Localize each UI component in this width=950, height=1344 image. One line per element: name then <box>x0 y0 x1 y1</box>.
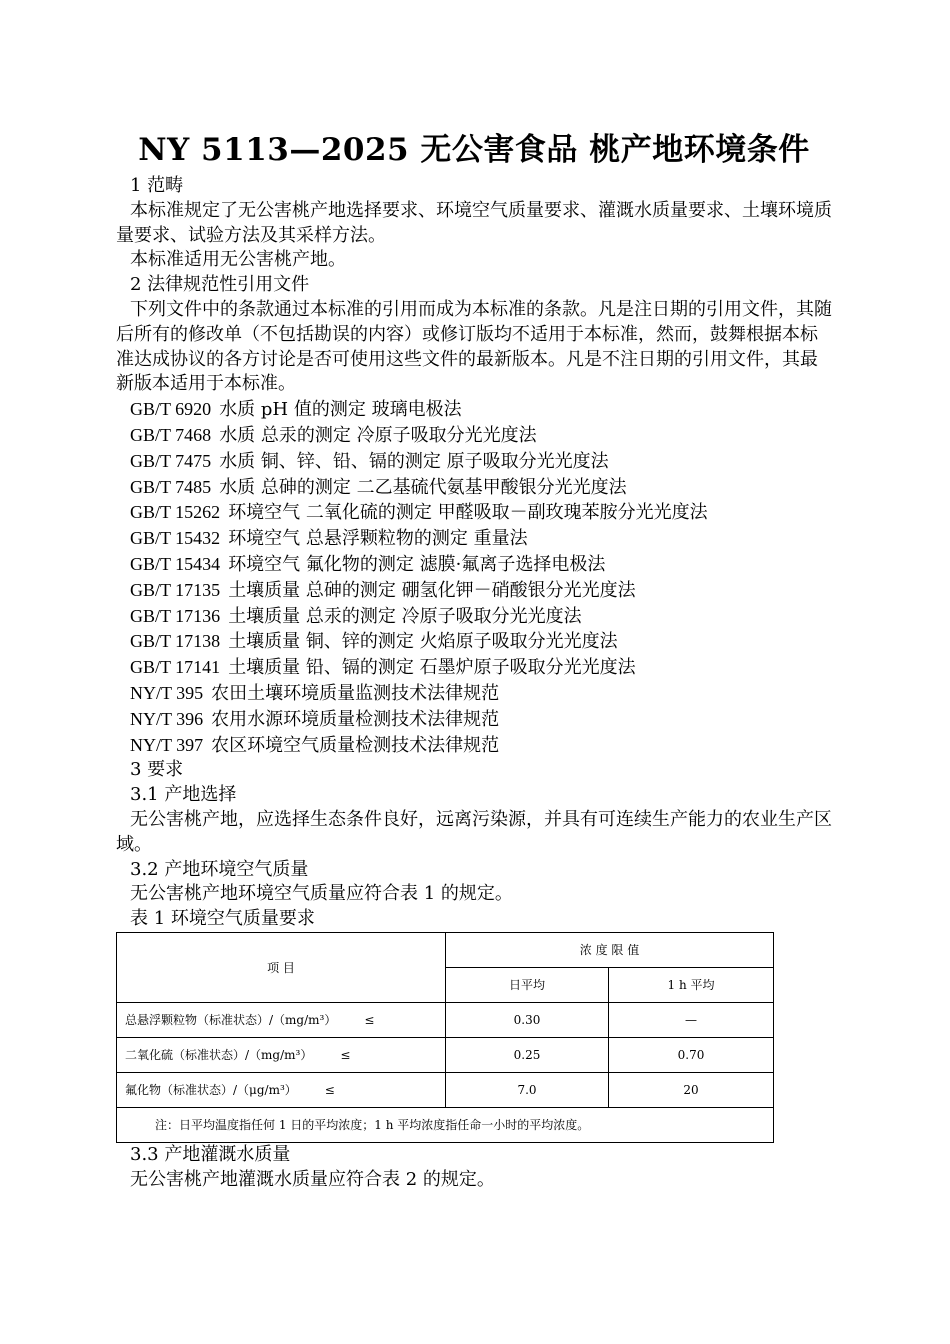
row-operator: ≤ <box>340 1048 351 1063</box>
reference-item <box>116 578 832 604</box>
reference-item <box>116 397 832 423</box>
reference-item <box>116 475 832 501</box>
reference-title: 环境空气 二氧化硫的测定 甲醛吸取－副玫瑰苯胺分光光度法 <box>228 502 708 524</box>
reference-code: GB/T 15432 <box>130 528 221 549</box>
reference-code: NY/T 396 <box>130 708 204 729</box>
row-item: 总悬浮颗粒物（标准状态）/（mg/m³） <box>125 1013 337 1028</box>
reference-item <box>116 449 832 475</box>
row-item-cell <box>117 1037 446 1072</box>
table-note: 注：日平均温度指任何 1 日的平均浓度；1 h 平均浓度指任命一小时的平均浓度。 <box>117 1107 774 1142</box>
section-3-2-paragraph: 无公害桃产地环境空气质量应符合表 1 的规定。 <box>130 883 513 905</box>
reference-title: 土壤质量 铜、锌的测定 火焰原子吸取分光光度法 <box>228 631 618 653</box>
table-header-row <box>117 932 774 967</box>
reference-title: 水质 pH 值的测定 玻璃电极法 <box>219 399 462 421</box>
reference-item <box>116 604 832 630</box>
reference-title: 农用水源环境质量检测技术法律规范 <box>211 708 500 730</box>
reference-item <box>116 733 832 759</box>
row-item-cell <box>117 1002 446 1037</box>
section-1-paragraph-1: 本标准规定了无公害桃产地选择要求、环境空气质量要求、灌溉水质量要求、土壤环境质量要求、试验方法及其采样方法。 <box>116 199 832 246</box>
reference-item <box>116 629 832 655</box>
reference-title: 水质 铜、锌、铅、镉的测定 原子吸取分光光度法 <box>219 450 609 472</box>
reference-code: GB/T 17141 <box>130 657 221 678</box>
section-1-heading: 1 范畴 <box>130 175 184 196</box>
reference-title: 土壤质量 总砷的测定 硼氢化钾－硝酸银分光光度法 <box>228 579 636 601</box>
section-1-paragraph-2: 本标准适用无公害桃产地。 <box>130 249 346 271</box>
reference-item <box>116 655 832 681</box>
table-note-row <box>117 1107 774 1142</box>
table-row <box>117 1002 774 1037</box>
reference-code: GB/T 15434 <box>130 553 221 574</box>
row-hourly: 20 <box>609 1072 774 1107</box>
section-2-heading: 2 法律规范性引用文件 <box>130 274 310 296</box>
reference-item <box>116 500 832 526</box>
section-3-1-heading: 3.1 产地选择 <box>130 784 237 806</box>
reference-title: 土壤质量 总汞的测定 冷原子吸取分光光度法 <box>228 605 582 627</box>
reference-item <box>116 526 832 552</box>
reference-list <box>116 397 832 758</box>
section-2-paragraph: 下列文件中的条款通过本标准的引用而成为本标准的条款。凡是注日期的引用文件，其随后所有的修改单（不包括勘误的内容）或修订版均不适用于本标准，然而，鼓舞根据本标准达成协议的各方讨论是否可使用这些文件的最新版本。凡是不注日期的引用文件，其最新版本适用于本标准。 <box>116 298 832 395</box>
row-hourly: 0.70 <box>609 1037 774 1072</box>
reference-title: 农田土壤环境质量监测技术法律规范 <box>211 682 500 704</box>
table-row <box>117 1072 774 1107</box>
reference-code: GB/T 7468 <box>130 424 212 445</box>
row-operator: ≤ <box>324 1083 335 1098</box>
reference-title: 土壤质量 铅、镉的测定 石墨炉原子吸取分光光度法 <box>228 657 636 679</box>
row-daily: 0.25 <box>446 1037 609 1072</box>
reference-title: 水质 总砷的测定 二乙基硫代氨基甲酸银分光光度法 <box>219 476 627 498</box>
row-item: 氟化物（标准状态）/（μg/m³） <box>125 1083 297 1098</box>
reference-code: GB/T 17138 <box>130 631 221 652</box>
reference-code: GB/T 17135 <box>130 579 221 600</box>
reference-code: GB/T 6920 <box>130 399 212 420</box>
section-3-3-heading: 3.3 产地灌溉水质量 <box>130 1143 291 1165</box>
row-item: 二氧化硫（标准状态）/（mg/m³） <box>125 1048 313 1063</box>
reference-item <box>116 681 832 707</box>
air-quality-table <box>116 932 774 1143</box>
document-title: NY 5113—2025 无公害食品 桃产地环境条件 <box>138 132 810 168</box>
header-item: 项 目 <box>117 932 446 1002</box>
header-limit: 浓 度 限 值 <box>446 932 774 967</box>
header-daily: 日平均 <box>446 967 609 1002</box>
table-row <box>117 1037 774 1072</box>
reference-title: 环境空气 总悬浮颗粒物的测定 重量法 <box>228 528 528 550</box>
reference-code: GB/T 15262 <box>130 502 221 523</box>
reference-code: NY/T 395 <box>130 682 204 703</box>
reference-item <box>116 423 832 449</box>
section-3-3-paragraph: 无公害桃产地灌溉水质量应符合表 2 的规定。 <box>130 1168 495 1190</box>
reference-code: GB/T 7485 <box>130 476 212 497</box>
reference-item <box>116 707 832 733</box>
reference-item <box>116 552 832 578</box>
row-hourly: — <box>609 1002 774 1037</box>
table-1-caption: 表 1 环境空气质量要求 <box>130 908 315 930</box>
row-operator: ≤ <box>364 1013 375 1028</box>
reference-code: GB/T 7475 <box>130 450 212 471</box>
header-hourly: 1 h 平均 <box>609 967 774 1002</box>
reference-code: NY/T 397 <box>130 734 204 755</box>
reference-title: 农区环境空气质量检测技术法律规范 <box>211 734 500 756</box>
row-daily: 7.0 <box>446 1072 609 1107</box>
section-3-1-paragraph: 无公害桃产地，应选择生态条件良好，远离污染源，并具有可连续生产能力的农业生产区域。 <box>116 808 832 855</box>
section-3-heading: 3 要求 <box>130 759 184 781</box>
row-item-cell <box>117 1072 446 1107</box>
section-3-2-heading: 3.2 产地环境空气质量 <box>130 858 309 880</box>
row-daily: 0.30 <box>446 1002 609 1037</box>
reference-title: 水质 总汞的测定 冷原子吸取分光光度法 <box>219 424 537 446</box>
document-page <box>116 128 832 1193</box>
reference-code: GB/T 17136 <box>130 605 221 626</box>
reference-title: 环境空气 氟化物的测定 滤膜·氟离子选择电极法 <box>228 553 606 575</box>
